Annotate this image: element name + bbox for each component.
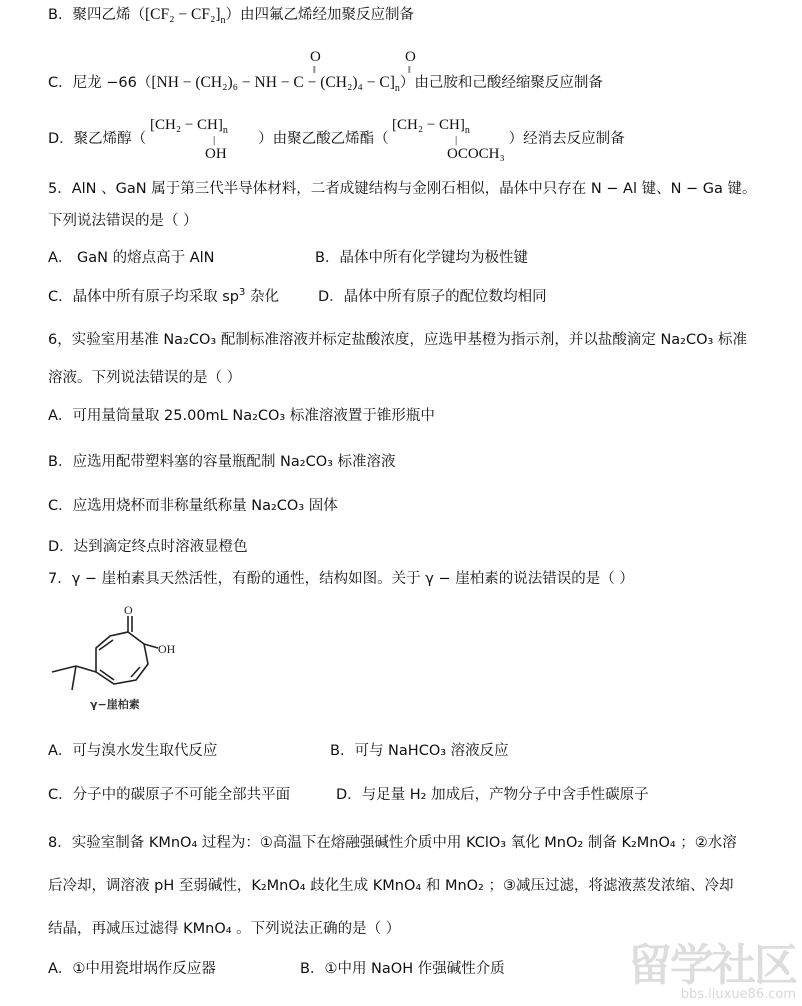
q4-d-pva-top: $[CH_2 - CH]_n$ bbox=[150, 117, 228, 136]
q4-option-d: D．聚乙烯醇（ ）由聚乙酸乙烯酯（ ）经消去反应制备 bbox=[48, 131, 625, 147]
gamma-thujaplicin-structure bbox=[40, 604, 200, 714]
q4-d-pvac-bond: | bbox=[455, 134, 458, 146]
q8-stem-line1: 8．实验室制备 KMnO₄ 过程为：①高温下在熔融强碱性介质中用 KClO₃ 氧化 MnO₂ 制备 K₂MnO₄ ；②水溶 bbox=[48, 835, 737, 851]
q8-option-a: A．①中用瓷坩埚作反应器 bbox=[48, 961, 216, 977]
q4-d-pva-bond: | bbox=[213, 134, 216, 146]
q7-option-c: C．分子中的碳原子不可能全部共平面 bbox=[48, 787, 291, 803]
q6-option-d: D．达到滴定终点时溶液显橙色 bbox=[48, 539, 248, 555]
q4-b-formula: $[CF_2 - CF_2]_n$ bbox=[144, 6, 226, 27]
q5-option-c: C．晶体中所有原子均采取 $sp^3$ 杂化 bbox=[48, 287, 279, 305]
q8-stem-line3: 结晶，再减压过滤得 KMnO₄ 。下列说法正确的是（ ） bbox=[48, 921, 401, 937]
q5-stem-line2: 下列说法错误的是（ ） bbox=[48, 213, 198, 229]
q5-option-a: A． GaN 的熔点高于 AlN bbox=[48, 250, 215, 266]
q4-option-c: C．尼龙 −66（[NH − (CH₂)₆ − NH − $C - (CH_2)_4 - C]_n$）由己胺和己酸经缩聚反应制备 bbox=[48, 74, 603, 95]
q5-option-b: B．晶体中所有化学键均为极性键 bbox=[315, 250, 528, 266]
q8-option-b: B．①中用 NaOH 作强碱性介质 bbox=[300, 961, 505, 977]
q6-stem-line2: 溶液。下列说法错误的是（ ） bbox=[48, 370, 242, 386]
q7-stem: 7．γ − 崖柏素具天然活性，有酚的通性，结构如图。关于 γ − 崖柏素的说法错误的是（ ） bbox=[48, 571, 634, 587]
mol-caption: γ−崖柏素 bbox=[90, 698, 140, 711]
q4-d-pva-oh: OH bbox=[205, 146, 227, 162]
q7-option-b: B．可与 NaHCO₃ 溶液反应 bbox=[330, 743, 509, 759]
mol-oh-label: OH bbox=[158, 642, 176, 656]
q4-c-double-bond-2: ‖ bbox=[408, 65, 411, 76]
q6-option-b: B．应选用配带塑料塞的容量瓶配制 Na₂CO₃ 标准溶液 bbox=[48, 454, 396, 470]
q6-stem-line1: 6，实验室用基准 Na₂CO₃ 配制标准溶液并标定盐酸浓度，应选甲基橙为指示剂，并以盐酸滴定 Na₂CO₃ 标准 bbox=[48, 332, 747, 348]
q7-option-d: D．与足量 H₂ 加成后，产物分子中含手性碳原子 bbox=[336, 787, 649, 803]
q7-option-a: A．可与溴水发生取代反应 bbox=[48, 743, 218, 759]
q5-stem-line1: 5．AlN 、GaN 属于第三代半导体材料，二者成键结构与金刚石相似，晶体中只存在 N − Al 键、N − Ga 键。 bbox=[48, 181, 757, 197]
q6-option-a: A．可用量筒量取 25.00mL Na₂CO₃ 标准溶液置于锥形瓶中 bbox=[48, 408, 435, 424]
mol-o-label: O bbox=[124, 604, 133, 617]
q4-c-carbonyl-o2: O bbox=[405, 49, 416, 65]
q4-c-carbonyl-o1: O bbox=[310, 49, 321, 65]
q4-c-double-bond-1: ‖ bbox=[313, 65, 316, 76]
q8-stem-line2: 后冷却，调溶液 pH 至弱碱性，K₂MnO₄ 歧化生成 KMnO₄ 和 MnO₂ ；③减压过滤，将滤液蒸发浓缩、冷却 bbox=[48, 878, 734, 894]
q4-option-b: B．聚四乙烯$([CF_2 - CF_2]_n)$由四氟乙烯经加聚反应制备 bbox=[48, 6, 415, 27]
q6-option-c: C．应选用烧杯而非称量纸称量 Na₂CO₃ 固体 bbox=[48, 498, 338, 514]
watermark bbox=[628, 929, 796, 1002]
q4-c-formula: [NH − (CH₂)₆ − NH − $C - (CH_2)_4 - C]_n$ bbox=[151, 74, 400, 95]
q4-d-pvac-top: $[CH_2 - CH]_n$ bbox=[392, 117, 470, 136]
q5-option-d: D．晶体中所有原子的配位数均相同 bbox=[318, 289, 547, 305]
q4-d-pvac-ococh3: OCOCH₃ bbox=[447, 146, 505, 162]
watermark-url: bbs.liuxue86.com bbox=[680, 987, 796, 1002]
watermark-logo: 留学社区 bbox=[628, 940, 796, 991]
